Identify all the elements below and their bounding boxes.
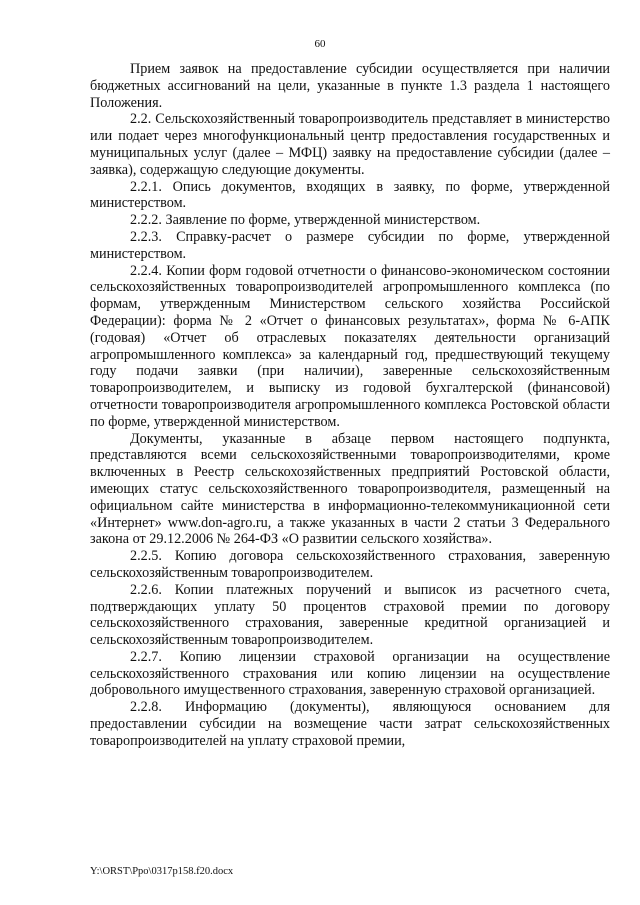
paragraph-2-2-4: 2.2.4. Копии форм годовой отчетности о финансово-экономическом состоянии сельскохозяйственных товаропроизводителей агропромышленного комплекса (по формам, утвержденным Министерством сельского хозяйства Российской Федерации): форма № 2 «Отчет о финансовых результатах», форма № 6-АПК (годовая) «Отчет об отраслевых показателях деятельности организаций агропромышленного комплекса» за календарный год, предшествующий текущему году подачи заявки (при наличии), заверенные сельскохозяйственным товаропроизводителем, и выписку из годовой бухгалтерской (финансовой) отчетности товаропроизводителя агропромышленного комплекса Ростовской области по форме, утвержденной министерством.: [90, 262, 610, 430]
paragraph-documents: Документы, указанные в абзаце первом настоящего подпункта, представляются всеми сельскохозяйственными товаропроизводителями, кроме включенных в Реестр сельскохозяйственных предприятий Ростовской области, имеющих статус сельскохозяйственного товаропроизводителя, размещенный на официальном сайте министерства в информационно-телекоммуникационной сети «Интернет» www.don-agro.ru, а также указанных в части 2 статьи 3 Федерального закона от 29.12.2006 № 264-ФЗ «О развитии сельского хозяйства».: [90, 430, 610, 548]
document-body: [90, 61, 610, 750]
paragraph-2-2-1: 2.2.1. Опись документов, входящих в заявку, по форме, утвержденной министерством.: [90, 178, 610, 212]
paragraph-2-2-6: 2.2.6. Копии платежных поручений и выписок из расчетного счета, подтверждающих уплату 50 процентов страховой премии по договору сельскохозяйственного страхования, заверенные кредитной организацией и сельскохозяйственным товаропроизводителем.: [90, 581, 610, 649]
paragraph-2-2-2: 2.2.2. Заявление по форме, утвержденной министерством.: [130, 212, 481, 229]
file-path-footer: Y:\ORST\Ppo\0317p158.f20.docx: [90, 866, 234, 877]
paragraph-2-2-7: 2.2.7. Копию лицензии страховой организации на осуществление сельскохозяйственного страхования или копию лицензии на осуществление добровольного имущественного страхования, заверенную страховой организацией.: [90, 648, 610, 699]
paragraph-2-2: 2.2. Сельскохозяйственный товаропроизводитель представляет в министерство или подает через многофункциональный центр предоставления государственных и муниципальных услуг (далее – МФЦ) заявку на предоставление субсидии (далее – заявка), содержащую следующие документы.: [90, 111, 610, 178]
page-number: 60: [314, 38, 326, 50]
paragraph-intro: Прием заявок на предоставление субсидии осуществляется при наличии бюджетных ассигнований на цели, указанные в пункте 1.3 раздела 1 настоящего Положения.: [90, 61, 610, 111]
paragraph-2-2-5: 2.2.5. Копию договора сельскохозяйственного страхования, заверенную сельскохозяйственным товаропроизводителем.: [90, 548, 610, 581]
paragraph-2-2-3: 2.2.3. Справку-расчет о размере субсидии по форме, утвержденной министерством.: [90, 228, 610, 262]
paragraph-2-2-8: 2.2.8. Информацию (документы), являющуюся основанием для предоставлении субсидии на возмещение части затрат сельскохозяйственных товаропроизводителей на уплату страховой премии,: [90, 699, 610, 749]
